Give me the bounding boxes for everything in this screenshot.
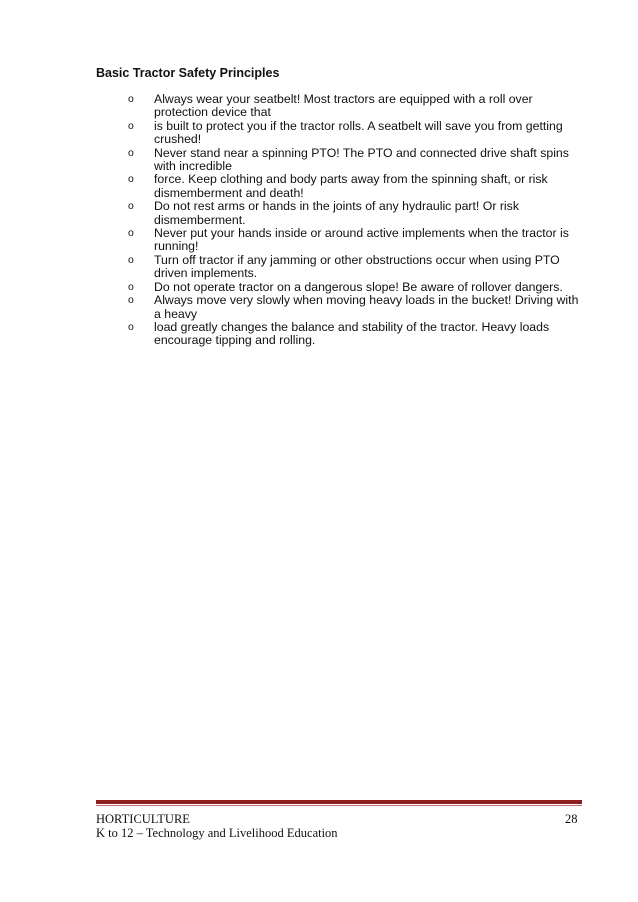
bullet-icon: o	[128, 200, 134, 213]
list-item	[128, 294, 588, 321]
list-item	[128, 281, 588, 294]
page-number: 28	[565, 812, 578, 826]
list-item-text: Turn off tractor if any jamming or other obstructions occur when using PTO driven implements.	[154, 252, 560, 281]
list-item	[128, 93, 588, 120]
bullet-icon: o	[128, 320, 134, 333]
bullet-icon: o	[128, 119, 134, 132]
list-item	[128, 321, 588, 348]
footer-divider	[96, 800, 582, 804]
bullet-icon: o	[128, 173, 134, 186]
list-item	[128, 173, 588, 200]
list-item-text: Always wear your seatbelt! Most tractors are equipped with a roll over protection device that	[154, 92, 533, 120]
list-item-text: Never put your hands inside or around active implements when the tractor is running!	[154, 226, 569, 254]
list-item-text: Always move very slowly when moving heavy loads in the bucket! Driving with a heavy	[154, 293, 579, 321]
safety-principles-list	[128, 93, 588, 348]
list-item	[128, 254, 588, 281]
list-item-text: Do not rest arms or hands in the joints of any hydraulic part! Or risk dismemberment.	[154, 199, 519, 227]
list-item-text: Do not operate tractor on a dangerous slope! Be aware of rollover dangers.	[154, 279, 563, 294]
list-item-text: load greatly changes the balance and stability of the tractor. Heavy loads encourage tipping and rolling.	[154, 319, 550, 348]
footer-subtitle: K to 12 – Technology and Livelihood Education	[96, 826, 338, 840]
bullet-icon: o	[128, 253, 134, 266]
bullet-icon: o	[128, 294, 134, 307]
list-item	[128, 227, 588, 254]
bullet-icon: o	[128, 146, 134, 159]
section-heading: Basic Tractor Safety Principles	[96, 66, 280, 80]
list-item-text: is built to protect you if the tractor rolls. A seatbelt will save you from getting crushed!	[154, 118, 563, 147]
bullet-icon: o	[128, 93, 134, 105]
footer-title: HORTICULTURE	[96, 812, 190, 826]
list-item	[128, 200, 588, 227]
bullet-icon: o	[128, 227, 134, 240]
list-item	[128, 120, 588, 147]
list-item-text: Never stand near a spinning PTO! The PTO and connected drive shaft spins with incredible	[154, 145, 569, 174]
bullet-icon: o	[128, 280, 134, 293]
list-item	[128, 147, 588, 174]
list-item-text: force. Keep clothing and body parts away from the spinning shaft, or risk dismemberment and death!	[154, 172, 548, 200]
footer-divider-thin	[96, 805, 582, 806]
